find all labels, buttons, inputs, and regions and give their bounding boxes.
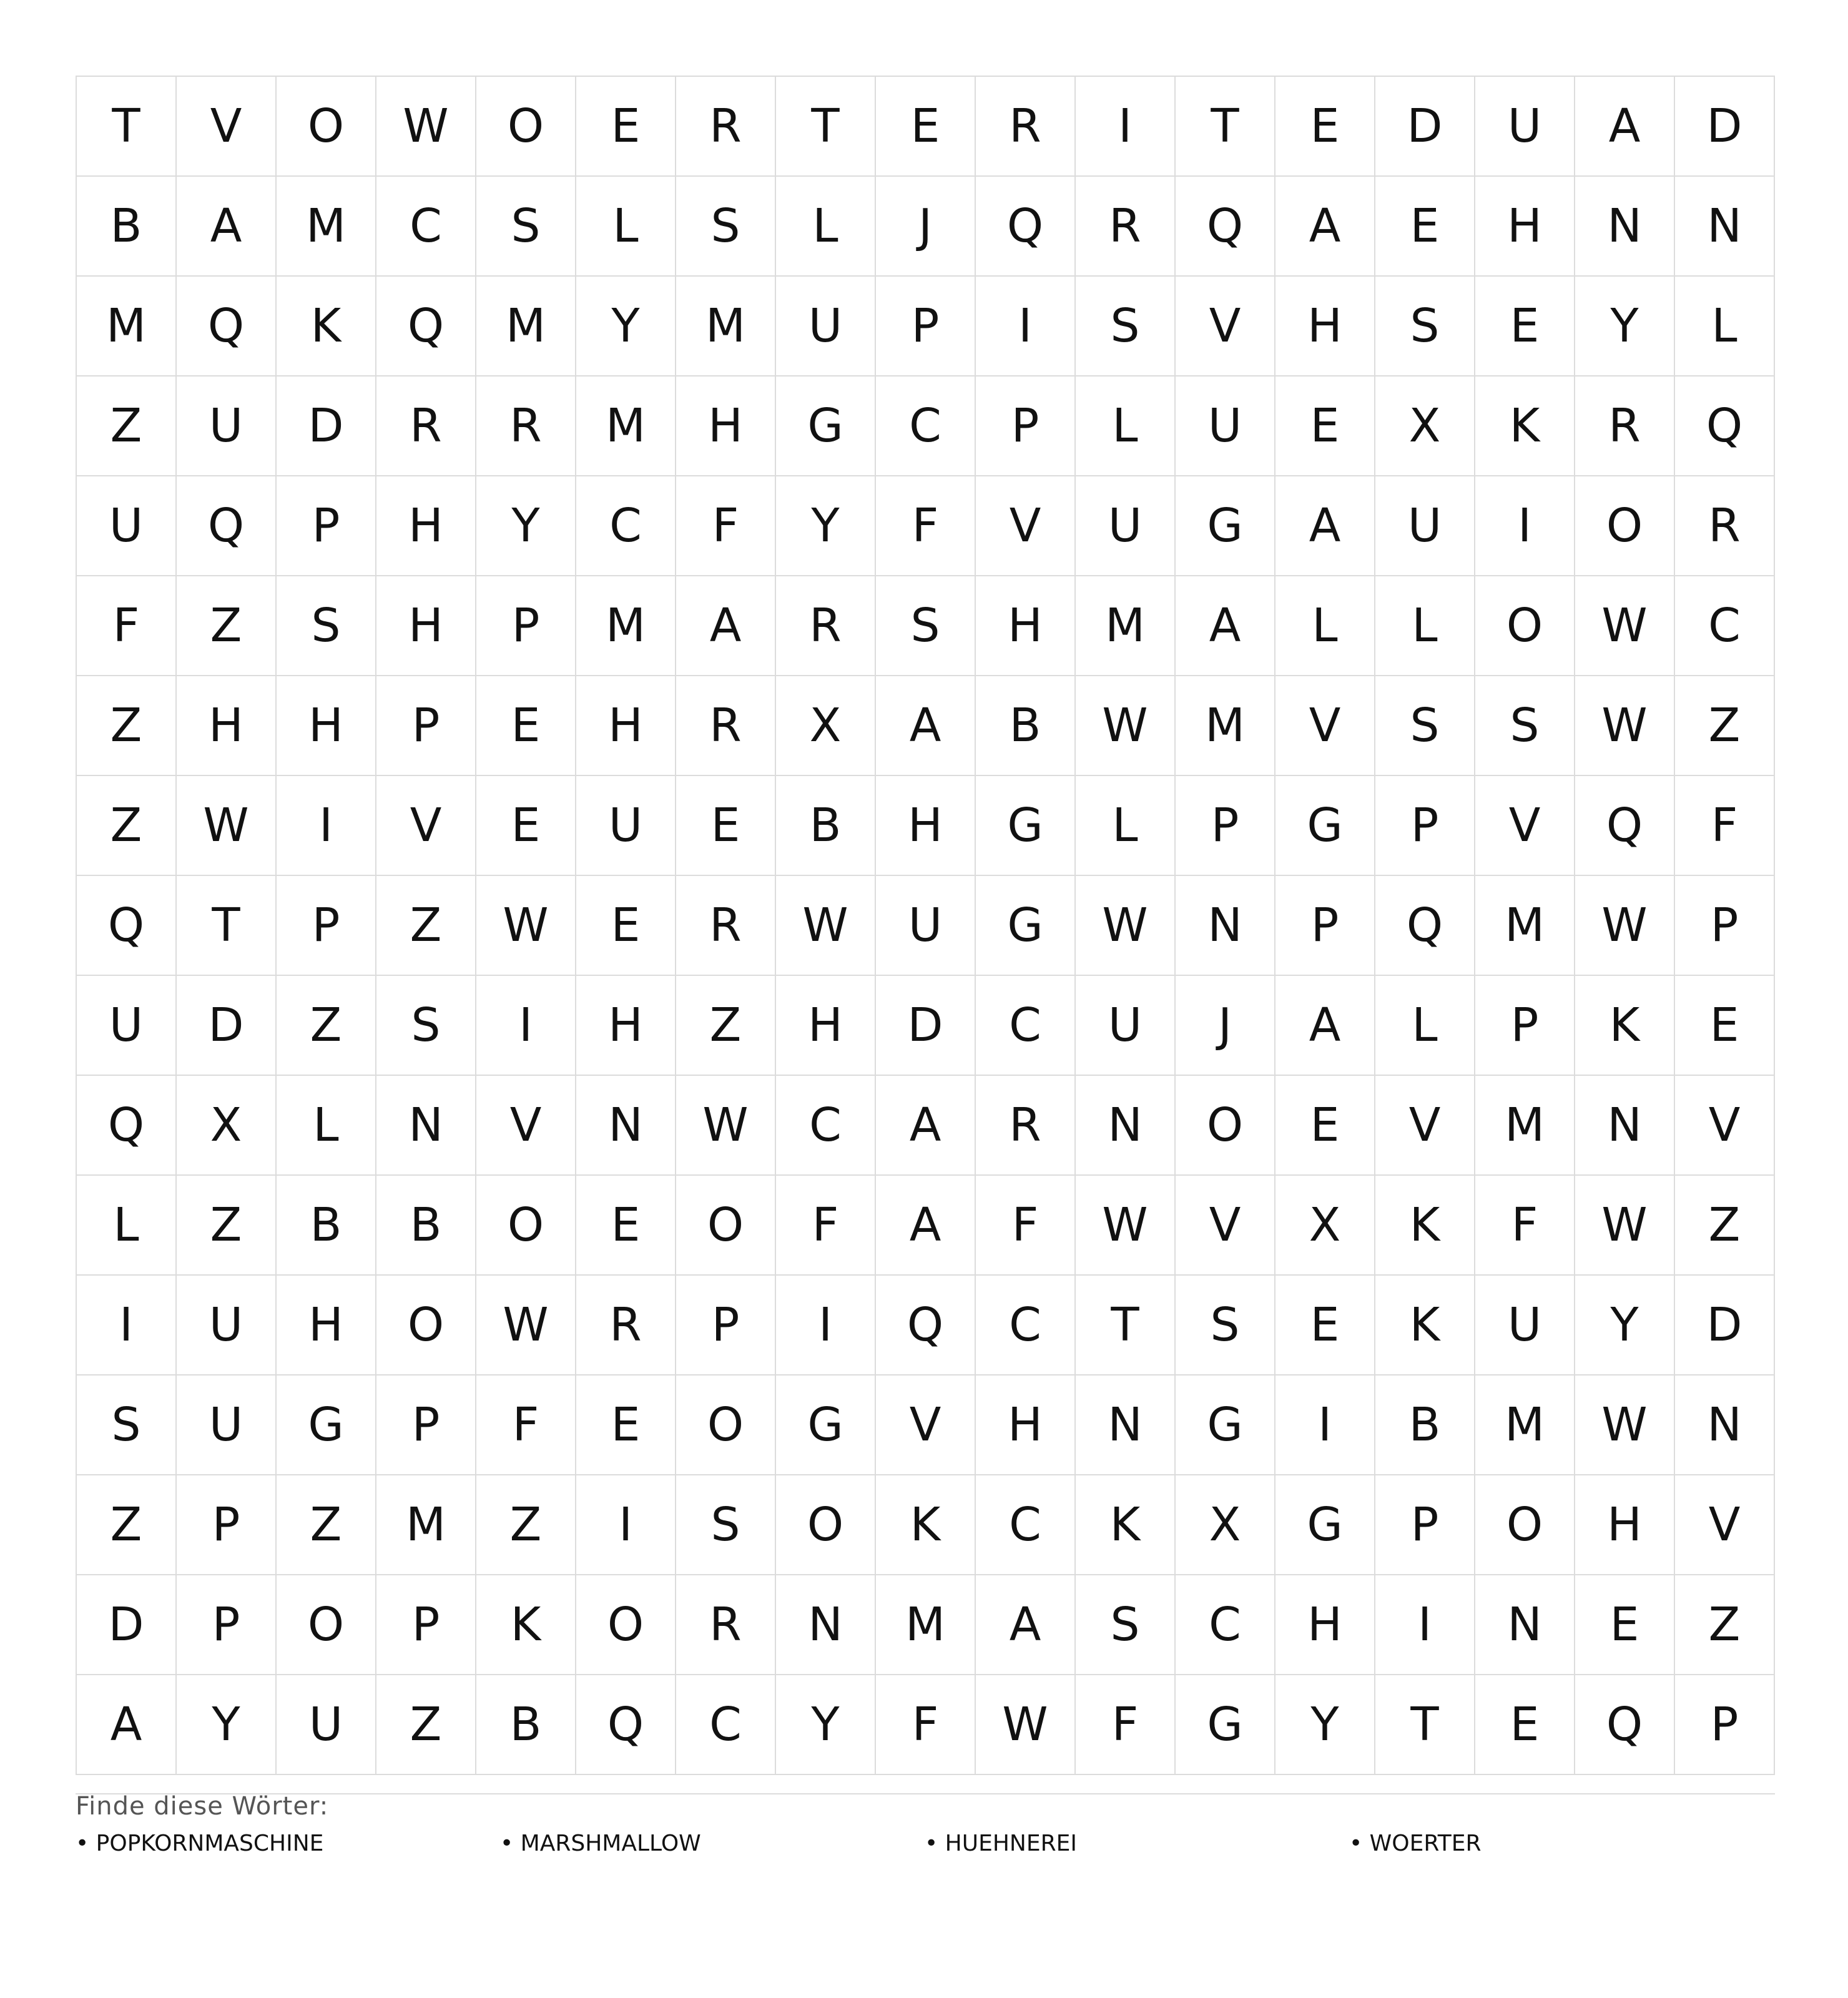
grid-cell[interactable]: Z bbox=[77, 1475, 177, 1575]
grid-cell[interactable]: V bbox=[1176, 1176, 1275, 1276]
grid-cell[interactable]: P bbox=[277, 476, 376, 576]
grid-cell[interactable]: N bbox=[1575, 177, 1675, 277]
grid-cell[interactable]: T bbox=[77, 77, 177, 177]
grid-cell[interactable]: A bbox=[1275, 476, 1375, 576]
grid-cell[interactable]: N bbox=[776, 1575, 876, 1675]
grid-cell[interactable]: E bbox=[576, 1176, 676, 1276]
grid-cell[interactable]: Z bbox=[376, 876, 476, 976]
grid-cell[interactable]: O bbox=[676, 1176, 776, 1276]
grid-cell[interactable]: A bbox=[77, 1675, 177, 1775]
grid-cell[interactable]: V bbox=[1675, 1475, 1775, 1575]
grid-cell[interactable]: F bbox=[876, 476, 976, 576]
grid-cell[interactable]: L bbox=[576, 177, 676, 277]
grid-cell[interactable]: N bbox=[576, 1076, 676, 1176]
grid-cell[interactable]: U bbox=[177, 1276, 277, 1375]
grid-cell[interactable]: S bbox=[1375, 277, 1475, 376]
grid-cell[interactable]: F bbox=[976, 1176, 1076, 1276]
grid-cell[interactable]: K bbox=[876, 1475, 976, 1575]
grid-cell[interactable]: W bbox=[177, 776, 277, 876]
grid-cell[interactable]: O bbox=[1575, 476, 1675, 576]
grid-cell[interactable]: M bbox=[1076, 576, 1176, 676]
grid-cell[interactable]: R bbox=[676, 676, 776, 776]
grid-cell[interactable]: Y bbox=[1575, 277, 1675, 376]
grid-cell[interactable]: D bbox=[876, 976, 976, 1076]
grid-cell[interactable]: M bbox=[1475, 1375, 1575, 1475]
grid-cell[interactable]: Y bbox=[776, 476, 876, 576]
grid-cell[interactable]: W bbox=[1076, 1176, 1176, 1276]
grid-cell[interactable]: O bbox=[476, 77, 576, 177]
grid-cell[interactable]: L bbox=[1076, 376, 1176, 476]
grid-cell[interactable]: U bbox=[1375, 476, 1475, 576]
grid-cell[interactable]: E bbox=[1275, 77, 1375, 177]
grid-cell[interactable]: P bbox=[177, 1475, 277, 1575]
grid-cell[interactable]: N bbox=[1575, 1076, 1675, 1176]
grid-cell[interactable]: C bbox=[576, 476, 676, 576]
grid-cell[interactable]: W bbox=[1575, 576, 1675, 676]
grid-cell[interactable]: O bbox=[1475, 1475, 1575, 1575]
grid-cell[interactable]: S bbox=[376, 976, 476, 1076]
grid-cell[interactable]: D bbox=[1375, 77, 1475, 177]
grid-cell[interactable]: M bbox=[376, 1475, 476, 1575]
grid-cell[interactable]: O bbox=[576, 1575, 676, 1675]
grid-cell[interactable]: J bbox=[876, 177, 976, 277]
grid-cell[interactable]: C bbox=[676, 1675, 776, 1775]
grid-cell[interactable]: R bbox=[376, 376, 476, 476]
grid-cell[interactable]: I bbox=[776, 1276, 876, 1375]
grid-cell[interactable]: D bbox=[177, 976, 277, 1076]
grid-cell[interactable]: Y bbox=[476, 476, 576, 576]
grid-cell[interactable]: N bbox=[1076, 1076, 1176, 1176]
grid-cell[interactable]: Q bbox=[1575, 776, 1675, 876]
grid-cell[interactable]: H bbox=[376, 476, 476, 576]
grid-cell[interactable]: T bbox=[1076, 1276, 1176, 1375]
grid-cell[interactable]: L bbox=[1375, 576, 1475, 676]
grid-cell[interactable]: U bbox=[77, 476, 177, 576]
grid-cell[interactable]: B bbox=[77, 177, 177, 277]
grid-cell[interactable]: V bbox=[1275, 676, 1375, 776]
grid-cell[interactable]: M bbox=[576, 376, 676, 476]
grid-cell[interactable]: S bbox=[1076, 1575, 1176, 1675]
grid-cell[interactable]: Z bbox=[277, 1475, 376, 1575]
grid-cell[interactable]: I bbox=[1475, 476, 1575, 576]
grid-cell[interactable]: M bbox=[876, 1575, 976, 1675]
word-list bbox=[76, 1831, 1775, 1856]
grid-cell[interactable]: E bbox=[476, 676, 576, 776]
grid-cell[interactable]: I bbox=[1375, 1575, 1475, 1675]
grid-cell[interactable]: P bbox=[376, 1575, 476, 1675]
grid-cell[interactable]: L bbox=[1275, 576, 1375, 676]
grid-cell[interactable]: E bbox=[1275, 1076, 1375, 1176]
grid-cell[interactable]: I bbox=[576, 1475, 676, 1575]
grid-cell[interactable]: K bbox=[1475, 376, 1575, 476]
grid-cell[interactable]: S bbox=[1176, 1276, 1275, 1375]
grid-cell[interactable]: P bbox=[1375, 1475, 1475, 1575]
grid-cell[interactable]: U bbox=[177, 376, 277, 476]
grid-cell[interactable]: H bbox=[876, 776, 976, 876]
grid-cell[interactable]: W bbox=[776, 876, 876, 976]
grid-cell[interactable]: U bbox=[1076, 476, 1176, 576]
grid-cell[interactable]: P bbox=[476, 576, 576, 676]
word-list-item: • POPKORNMASCHINE bbox=[76, 1831, 324, 1856]
grid-cell[interactable]: E bbox=[576, 876, 676, 976]
grid-cell[interactable]: Z bbox=[376, 1675, 476, 1775]
grid-cell[interactable]: S bbox=[1076, 277, 1176, 376]
grid-cell[interactable]: F bbox=[876, 1675, 976, 1775]
grid-cell[interactable]: A bbox=[976, 1575, 1076, 1675]
grid-cell[interactable]: B bbox=[376, 1176, 476, 1276]
grid-cell[interactable]: B bbox=[476, 1675, 576, 1775]
grid-cell[interactable]: A bbox=[1275, 177, 1375, 277]
grid-cell[interactable]: E bbox=[1375, 177, 1475, 277]
grid-cell[interactable]: H bbox=[576, 676, 676, 776]
grid-cell[interactable]: U bbox=[277, 1675, 376, 1775]
grid-cell[interactable]: E bbox=[576, 1375, 676, 1475]
grid-cell[interactable]: H bbox=[676, 376, 776, 476]
grid-cell[interactable]: P bbox=[1675, 1675, 1775, 1775]
grid-cell[interactable]: U bbox=[776, 277, 876, 376]
grid-cell[interactable]: Z bbox=[177, 576, 277, 676]
grid-cell[interactable]: H bbox=[1275, 1575, 1375, 1675]
grid-cell[interactable]: Q bbox=[1176, 177, 1275, 277]
grid-cell[interactable]: A bbox=[1176, 576, 1275, 676]
grid-cell[interactable]: E bbox=[1475, 277, 1575, 376]
grid-cell[interactable]: K bbox=[277, 277, 376, 376]
grid-cell[interactable]: G bbox=[1176, 476, 1275, 576]
grid-cell[interactable]: A bbox=[1575, 77, 1675, 177]
grid-cell[interactable]: O bbox=[277, 1575, 376, 1675]
grid-cell[interactable]: K bbox=[1076, 1475, 1176, 1575]
grid-cell[interactable]: Z bbox=[77, 676, 177, 776]
grid-cell[interactable]: R bbox=[1076, 177, 1176, 277]
grid-cell[interactable]: W bbox=[1076, 876, 1176, 976]
grid-cell[interactable]: E bbox=[1475, 1675, 1575, 1775]
grid-cell[interactable]: R bbox=[1575, 376, 1675, 476]
grid-cell[interactable]: B bbox=[776, 776, 876, 876]
grid-cell[interactable]: E bbox=[1275, 376, 1375, 476]
grid-cell[interactable]: Q bbox=[576, 1675, 676, 1775]
grid-cell[interactable]: K bbox=[1375, 1276, 1475, 1375]
grid-cell[interactable]: V bbox=[876, 1375, 976, 1475]
grid-cell[interactable]: X bbox=[776, 676, 876, 776]
grid-cell[interactable]: S bbox=[1475, 676, 1575, 776]
grid-cell[interactable]: C bbox=[976, 976, 1076, 1076]
grid-cell[interactable]: G bbox=[277, 1375, 376, 1475]
grid-cell[interactable]: W bbox=[476, 876, 576, 976]
grid-cell[interactable]: H bbox=[1575, 1475, 1675, 1575]
grid-cell[interactable]: Q bbox=[1675, 376, 1775, 476]
grid-cell[interactable]: U bbox=[177, 1375, 277, 1475]
grid-cell[interactable]: I bbox=[476, 976, 576, 1076]
grid-cell[interactable]: N bbox=[1176, 876, 1275, 976]
grid-cell[interactable]: H bbox=[976, 576, 1076, 676]
grid-cell[interactable]: M bbox=[1176, 676, 1275, 776]
grid-cell[interactable]: H bbox=[776, 976, 876, 1076]
grid-cell[interactable]: P bbox=[1675, 876, 1775, 976]
grid-cell[interactable]: I bbox=[277, 776, 376, 876]
grid-cell[interactable]: X bbox=[177, 1076, 277, 1176]
grid-cell[interactable]: W bbox=[1575, 1375, 1675, 1475]
grid-cell[interactable]: G bbox=[1275, 776, 1375, 876]
grid-cell[interactable]: M bbox=[576, 576, 676, 676]
grid-cell[interactable]: D bbox=[1675, 1276, 1775, 1375]
grid-cell[interactable]: E bbox=[676, 776, 776, 876]
grid-cell[interactable]: Z bbox=[77, 776, 177, 876]
grid-cell[interactable]: L bbox=[776, 177, 876, 277]
grid-cell[interactable]: V bbox=[177, 77, 277, 177]
grid-cell[interactable]: E bbox=[576, 77, 676, 177]
grid-cell[interactable]: W bbox=[676, 1076, 776, 1176]
grid-cell[interactable]: R bbox=[676, 1575, 776, 1675]
grid-cell[interactable]: X bbox=[1176, 1475, 1275, 1575]
grid-cell[interactable]: T bbox=[776, 77, 876, 177]
grid-cell[interactable]: P bbox=[676, 1276, 776, 1375]
word-search-grid bbox=[76, 76, 1775, 1775]
grid-cell[interactable]: S bbox=[876, 576, 976, 676]
grid-cell[interactable]: A bbox=[876, 1076, 976, 1176]
grid-cell[interactable]: R bbox=[976, 77, 1076, 177]
grid-cell[interactable]: F bbox=[1076, 1675, 1176, 1775]
grid-cell[interactable]: T bbox=[1176, 77, 1275, 177]
grid-cell[interactable]: G bbox=[1176, 1375, 1275, 1475]
grid-cell[interactable]: S bbox=[476, 177, 576, 277]
grid-cell[interactable]: J bbox=[1176, 976, 1275, 1076]
word-list-item: • WOERTER bbox=[1349, 1831, 1482, 1856]
grid-cell[interactable]: P bbox=[177, 1575, 277, 1675]
grid-cell[interactable]: P bbox=[376, 676, 476, 776]
grid-cell[interactable]: N bbox=[1475, 1575, 1575, 1675]
grid-cell[interactable]: F bbox=[776, 1176, 876, 1276]
grid-cell[interactable]: P bbox=[1176, 776, 1275, 876]
grid-cell[interactable]: U bbox=[1176, 376, 1275, 476]
grid-cell[interactable]: I bbox=[1076, 77, 1176, 177]
grid-cell[interactable]: X bbox=[1375, 376, 1475, 476]
grid-cell[interactable]: P bbox=[1475, 976, 1575, 1076]
grid-cell[interactable]: C bbox=[776, 1076, 876, 1176]
grid-cell[interactable]: T bbox=[1375, 1675, 1475, 1775]
grid-cell[interactable]: F bbox=[1475, 1176, 1575, 1276]
grid-cell[interactable]: L bbox=[277, 1076, 376, 1176]
grid-cell[interactable]: C bbox=[976, 1475, 1076, 1575]
grid-cell[interactable]: H bbox=[976, 1375, 1076, 1475]
grid-cell[interactable]: Q bbox=[1575, 1675, 1675, 1775]
grid-cell[interactable]: Z bbox=[676, 976, 776, 1076]
grid-cell[interactable]: O bbox=[476, 1176, 576, 1276]
grid-cell[interactable]: M bbox=[1475, 1076, 1575, 1176]
grid-cell[interactable]: H bbox=[576, 976, 676, 1076]
grid-cell[interactable]: O bbox=[676, 1375, 776, 1475]
grid-cell[interactable]: E bbox=[476, 776, 576, 876]
grid-cell[interactable]: V bbox=[376, 776, 476, 876]
grid-cell[interactable]: G bbox=[776, 376, 876, 476]
grid-cell[interactable]: U bbox=[77, 976, 177, 1076]
grid-cell[interactable]: G bbox=[1275, 1475, 1375, 1575]
grid-cell[interactable]: K bbox=[1575, 976, 1675, 1076]
grid-cell[interactable]: Z bbox=[77, 376, 177, 476]
grid-cell[interactable]: W bbox=[1575, 876, 1675, 976]
grid-cell[interactable]: L bbox=[1375, 976, 1475, 1076]
grid-cell[interactable]: A bbox=[1275, 976, 1375, 1076]
grid-cell[interactable]: Z bbox=[1675, 676, 1775, 776]
grid-cell[interactable]: B bbox=[277, 1176, 376, 1276]
grid-cell[interactable]: P bbox=[376, 1375, 476, 1475]
grid-cell[interactable]: R bbox=[676, 876, 776, 976]
grid-cell[interactable]: A bbox=[676, 576, 776, 676]
grid-cell[interactable]: R bbox=[1675, 476, 1775, 576]
grid-cell[interactable]: U bbox=[576, 776, 676, 876]
grid-cell[interactable]: H bbox=[277, 676, 376, 776]
grid-cell[interactable]: S bbox=[676, 1475, 776, 1575]
grid-cell[interactable]: H bbox=[1275, 277, 1375, 376]
grid-cell[interactable]: Y bbox=[177, 1675, 277, 1775]
grid-cell[interactable]: V bbox=[1375, 1076, 1475, 1176]
grid-cell[interactable]: R bbox=[776, 576, 876, 676]
instructions-label: Finde diese Wörter: bbox=[76, 1792, 329, 1821]
grid-cell[interactable]: P bbox=[876, 277, 976, 376]
grid-cell[interactable]: B bbox=[1375, 1375, 1475, 1475]
grid-cell[interactable]: M bbox=[1475, 876, 1575, 976]
grid-cell[interactable]: G bbox=[976, 776, 1076, 876]
grid-cell[interactable]: Q bbox=[177, 277, 277, 376]
grid-cell[interactable]: L bbox=[77, 1176, 177, 1276]
grid-cell[interactable]: H bbox=[1475, 177, 1575, 277]
grid-cell[interactable]: P bbox=[277, 876, 376, 976]
grid-cell[interactable]: M bbox=[277, 177, 376, 277]
grid-cell[interactable]: N bbox=[1675, 177, 1775, 277]
grid-cell[interactable]: K bbox=[1375, 1176, 1475, 1276]
grid-cell[interactable]: K bbox=[476, 1575, 576, 1675]
grid-cell[interactable]: L bbox=[1076, 776, 1176, 876]
grid-cell[interactable]: Q bbox=[1375, 876, 1475, 976]
grid-cell[interactable]: R bbox=[976, 1076, 1076, 1176]
grid-cell[interactable]: M bbox=[77, 277, 177, 376]
grid-cell[interactable]: P bbox=[1375, 776, 1475, 876]
word-list-item: • MARSHMALLOW bbox=[500, 1831, 701, 1856]
grid-cell[interactable]: O bbox=[376, 1276, 476, 1375]
grid-cell[interactable]: U bbox=[1475, 1276, 1575, 1375]
grid-cell[interactable]: Z bbox=[277, 976, 376, 1076]
grid-cell[interactable]: Y bbox=[1575, 1276, 1675, 1375]
grid-cell[interactable]: U bbox=[1076, 976, 1176, 1076]
grid-cell[interactable]: Q bbox=[376, 277, 476, 376]
grid-cell[interactable]: Q bbox=[77, 1076, 177, 1176]
grid-cell[interactable]: C bbox=[876, 376, 976, 476]
grid-cell[interactable]: G bbox=[976, 876, 1076, 976]
grid-cell[interactable]: W bbox=[376, 77, 476, 177]
grid-cell[interactable]: O bbox=[1475, 576, 1575, 676]
grid-cell[interactable]: W bbox=[976, 1675, 1076, 1775]
grid-cell[interactable]: F bbox=[77, 576, 177, 676]
grid-cell[interactable]: U bbox=[1475, 77, 1575, 177]
grid-cell[interactable]: A bbox=[876, 676, 976, 776]
grid-cell[interactable]: H bbox=[376, 576, 476, 676]
grid-cell[interactable]: S bbox=[1375, 676, 1475, 776]
grid-cell[interactable]: S bbox=[77, 1375, 177, 1475]
grid-cell[interactable]: Z bbox=[476, 1475, 576, 1575]
grid-cell[interactable]: S bbox=[277, 576, 376, 676]
grid-cell[interactable]: C bbox=[376, 177, 476, 277]
grid-cell[interactable]: F bbox=[676, 476, 776, 576]
grid-cell[interactable]: Q bbox=[976, 177, 1076, 277]
grid-cell[interactable]: E bbox=[1675, 976, 1775, 1076]
grid-cell[interactable]: F bbox=[1675, 776, 1775, 876]
grid-cell[interactable]: E bbox=[1275, 1276, 1375, 1375]
grid-cell[interactable]: V bbox=[1475, 776, 1575, 876]
grid-cell[interactable]: C bbox=[1176, 1575, 1275, 1675]
grid-cell[interactable]: R bbox=[476, 376, 576, 476]
grid-cell[interactable]: V bbox=[976, 476, 1076, 576]
grid-cell[interactable]: Y bbox=[1275, 1675, 1375, 1775]
grid-cell[interactable]: Q bbox=[77, 876, 177, 976]
grid-cell[interactable]: P bbox=[976, 376, 1076, 476]
grid-cell[interactable]: V bbox=[1675, 1076, 1775, 1176]
grid-cell[interactable]: W bbox=[1575, 676, 1675, 776]
grid-cell[interactable]: B bbox=[976, 676, 1076, 776]
grid-cell[interactable]: O bbox=[277, 77, 376, 177]
word-list-item: • HUEHNEREI bbox=[925, 1831, 1077, 1856]
grid-cell[interactable]: U bbox=[876, 876, 976, 976]
grid-cell[interactable]: C bbox=[1675, 576, 1775, 676]
divider bbox=[76, 1793, 1775, 1794]
grid-cell[interactable]: I bbox=[1275, 1375, 1375, 1475]
grid-cell[interactable]: Z bbox=[1675, 1575, 1775, 1675]
grid-cell[interactable]: R bbox=[676, 77, 776, 177]
grid-cell[interactable]: V bbox=[476, 1076, 576, 1176]
grid-cell[interactable]: D bbox=[77, 1575, 177, 1675]
grid-cell[interactable]: S bbox=[676, 177, 776, 277]
grid-cell[interactable]: X bbox=[1275, 1176, 1375, 1276]
grid-cell[interactable]: R bbox=[576, 1276, 676, 1375]
grid-cell[interactable]: L bbox=[1675, 277, 1775, 376]
grid-cell[interactable]: W bbox=[1575, 1176, 1675, 1276]
grid-cell[interactable]: G bbox=[776, 1375, 876, 1475]
grid-cell[interactable]: G bbox=[1176, 1675, 1275, 1775]
grid-cell[interactable]: T bbox=[177, 876, 277, 976]
grid-cell[interactable]: E bbox=[1575, 1575, 1675, 1675]
grid-cell[interactable]: I bbox=[976, 277, 1076, 376]
grid-cell[interactable]: H bbox=[277, 1276, 376, 1375]
grid-cell[interactable]: I bbox=[77, 1276, 177, 1375]
grid-cell[interactable]: W bbox=[1076, 676, 1176, 776]
grid-cell[interactable]: O bbox=[1176, 1076, 1275, 1176]
grid-cell[interactable]: Q bbox=[177, 476, 277, 576]
grid-cell[interactable]: C bbox=[976, 1276, 1076, 1375]
grid-cell[interactable]: N bbox=[1076, 1375, 1176, 1475]
grid-cell[interactable]: W bbox=[476, 1276, 576, 1375]
grid-cell[interactable]: A bbox=[876, 1176, 976, 1276]
grid-cell[interactable]: Y bbox=[776, 1675, 876, 1775]
grid-cell[interactable]: M bbox=[476, 277, 576, 376]
grid-cell[interactable]: O bbox=[776, 1475, 876, 1575]
grid-cell[interactable]: E bbox=[876, 77, 976, 177]
grid-cell[interactable]: N bbox=[1675, 1375, 1775, 1475]
grid-cell[interactable]: M bbox=[676, 277, 776, 376]
grid-cell[interactable]: A bbox=[177, 177, 277, 277]
grid-cell[interactable]: D bbox=[1675, 77, 1775, 177]
grid-cell[interactable]: Y bbox=[576, 277, 676, 376]
grid-cell[interactable]: F bbox=[476, 1375, 576, 1475]
grid-cell[interactable]: D bbox=[277, 376, 376, 476]
grid-cell[interactable]: Z bbox=[1675, 1176, 1775, 1276]
grid-cell[interactable]: Z bbox=[177, 1176, 277, 1276]
grid-cell[interactable]: P bbox=[1275, 876, 1375, 976]
grid-cell[interactable]: V bbox=[1176, 277, 1275, 376]
grid-cell[interactable]: Q bbox=[876, 1276, 976, 1375]
grid-cell[interactable]: H bbox=[177, 676, 277, 776]
grid-cell[interactable]: N bbox=[376, 1076, 476, 1176]
